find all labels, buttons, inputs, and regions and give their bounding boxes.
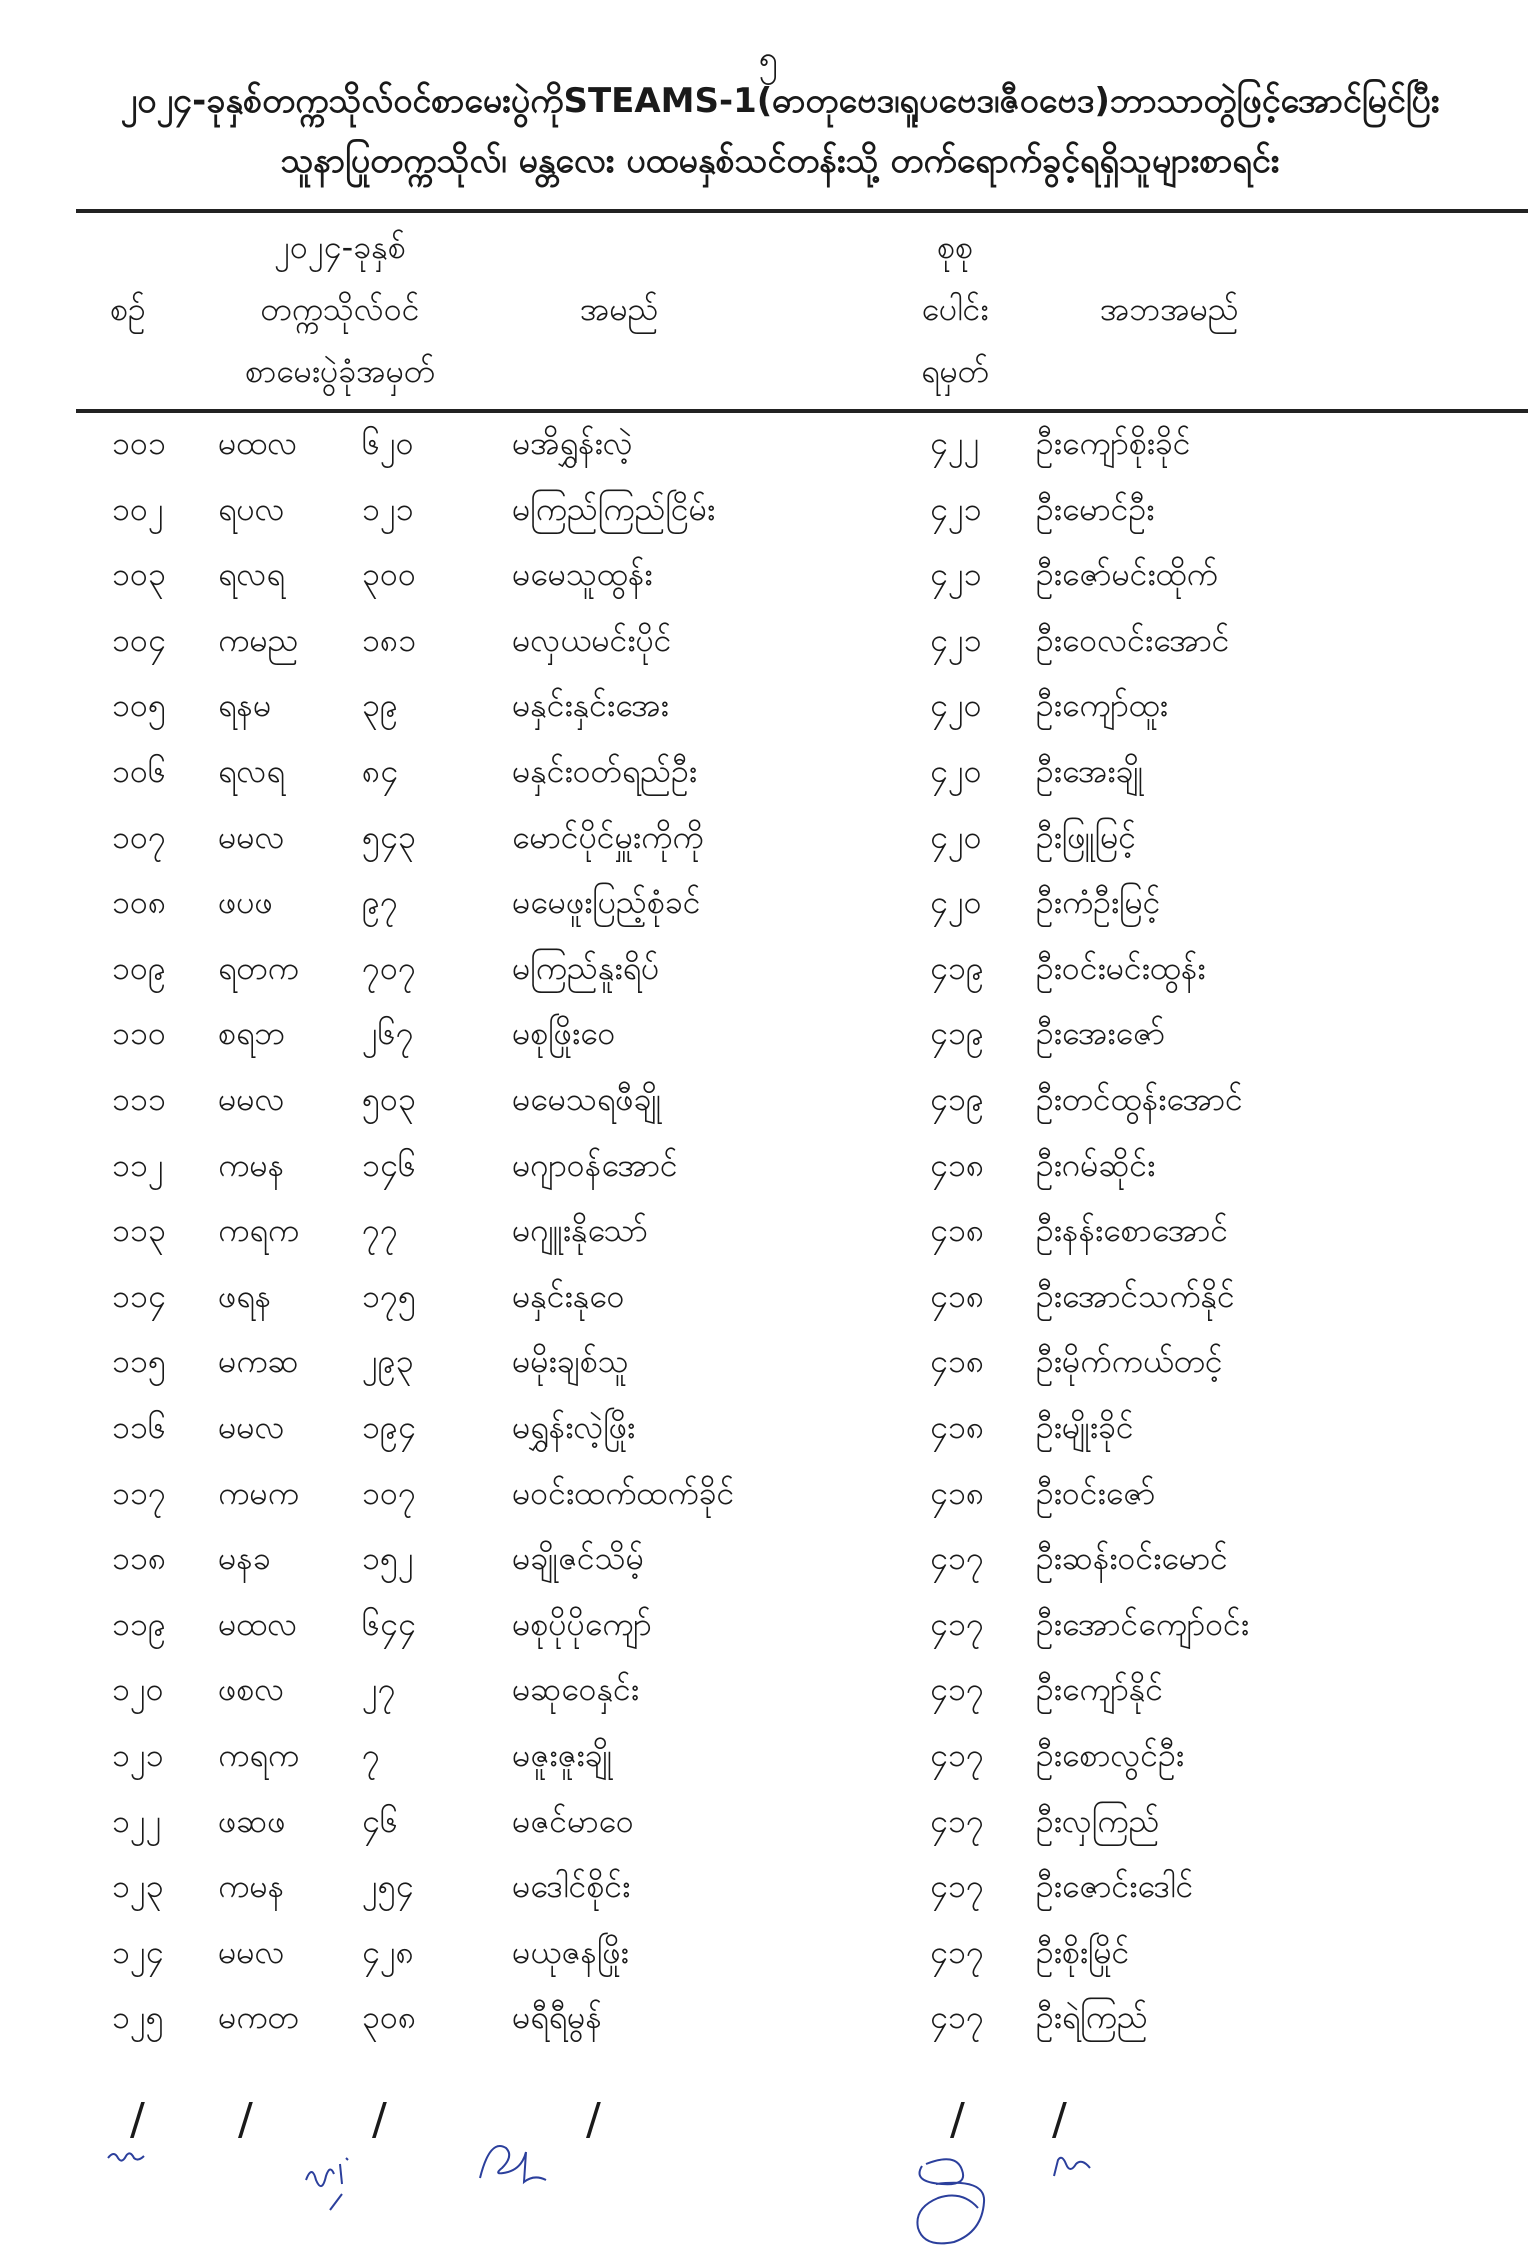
- roll-number: ၁၈၁: [362, 620, 417, 659]
- roll-number: ၄၂၈: [362, 1932, 414, 1971]
- roll-number: ၁၀၇: [362, 1473, 416, 1512]
- roll-prefix: မထလ: [218, 424, 298, 462]
- header-name-label: အမည်: [580, 290, 659, 328]
- table-row: [0, 1851, 1536, 1921]
- roll-number: ၇: [362, 1736, 380, 1774]
- table-row: [0, 802, 1536, 872]
- roll-prefix: မမလ: [218, 1932, 285, 1971]
- roll-prefix: ရပလ: [218, 489, 285, 528]
- roll-prefix: ကမန: [218, 1145, 285, 1184]
- father-name: ဦးအောင်သက်နိုင်: [1036, 1276, 1235, 1315]
- roll-number: ၃၉: [362, 686, 398, 725]
- student-name: မဝင်းထက်ထက်ခိုင်: [512, 1473, 735, 1512]
- row-number: ၁၁၅: [112, 1342, 166, 1381]
- total-marks: ၄၁၈: [930, 1408, 985, 1446]
- roll-number: ၇၀၇: [362, 948, 416, 987]
- total-marks: ၄၁၇: [930, 1998, 984, 2037]
- signature-slash: /: [950, 2094, 965, 2145]
- roll-prefix: မကဆ: [218, 1342, 299, 1381]
- table-row: [0, 1130, 1536, 1200]
- total-marks: ၄၁၇: [930, 1932, 984, 1971]
- row-number: ၁၁၈: [112, 1539, 167, 1578]
- student-name: မစုဖြိုးဝေ: [512, 1014, 616, 1053]
- roll-number: ၂၇: [362, 1670, 396, 1709]
- total-marks: ၄၁၈: [930, 1342, 985, 1381]
- student-name: မဂျာဝန်အောင်: [512, 1145, 678, 1184]
- total-marks: ၄၁၈: [930, 1145, 985, 1184]
- table-row: [0, 998, 1536, 1068]
- table-row: [0, 1392, 1536, 1462]
- father-name: ဦးဇော်မင်းထိုက်: [1036, 555, 1218, 594]
- roll-prefix: ဖပဖ: [218, 883, 273, 922]
- roll-number: ၂၅၄: [362, 1867, 414, 1906]
- roll-number: ၄၆: [362, 1801, 398, 1840]
- roll-prefix: ကရက: [218, 1736, 299, 1774]
- total-marks: ၄၁၇: [930, 1801, 984, 1840]
- roll-prefix: မကတ: [218, 1998, 299, 2037]
- roll-prefix: မမလ: [218, 817, 285, 856]
- roll-number: ၉၇: [362, 883, 398, 922]
- student-name: မကြည်နူးရိပ်: [512, 948, 660, 987]
- father-name: ဦးအေးဇော်: [1036, 1014, 1166, 1053]
- total-marks: ၄၂၂: [930, 424, 980, 462]
- father-name: ဦးရဲကြည်: [1036, 1998, 1148, 2037]
- father-name: ဦးအေးချို: [1036, 752, 1144, 790]
- row-number: ၁၂၄: [112, 1932, 164, 1971]
- student-name: မဇူးဇူးချို: [512, 1736, 613, 1774]
- roll-number: ၆၂၀: [362, 424, 414, 462]
- father-name: ဦးဇောင်းဒေါင်: [1036, 1867, 1194, 1906]
- row-number: ၁၀၁: [112, 424, 166, 462]
- father-name: ဦးနန်းစောအောင်: [1036, 1211, 1229, 1250]
- student-name: မနှင်းနှင်းအေး: [512, 686, 669, 725]
- table-row: [0, 1523, 1536, 1593]
- roll-number: ၁၉၄: [362, 1408, 416, 1446]
- table-row: [0, 1261, 1536, 1331]
- roll-prefix: ကရက: [218, 1211, 299, 1250]
- row-number: ၁၁၃: [112, 1211, 166, 1250]
- table-row: [0, 539, 1536, 609]
- roll-prefix: မနခ: [218, 1539, 271, 1578]
- total-marks: ၄၂၁: [930, 489, 982, 528]
- table-row: [0, 1064, 1536, 1134]
- student-name: မမိုးချစ်သူ: [512, 1342, 629, 1381]
- total-marks: ၄၁၇: [930, 1604, 984, 1643]
- handwritten-signature-2: [300, 2140, 370, 2220]
- row-number: ၁၁၆: [112, 1408, 166, 1446]
- row-number: ၁၀၄: [112, 620, 166, 659]
- row-number: ၁၁၇: [112, 1473, 166, 1512]
- header-total-marks: [880, 216, 1030, 402]
- roll-number: ၁၅၂: [362, 1539, 414, 1578]
- signature-slash: /: [372, 2094, 387, 2145]
- total-marks: ၄၂၀: [930, 752, 982, 790]
- table-row: [0, 605, 1536, 675]
- father-name: ဦးဆန်းဝင်းမောင်: [1036, 1539, 1228, 1578]
- student-name: မဇင်မာဝေ: [512, 1801, 634, 1840]
- header-name: [580, 278, 659, 340]
- father-name: ဦးစိုးမြိုင်: [1036, 1932, 1130, 1971]
- father-name: ဦးကျော်နိုင်: [1036, 1670, 1164, 1709]
- roll-number: ၆၄၄: [362, 1604, 416, 1643]
- row-number: ၁၂၀: [112, 1670, 164, 1709]
- header-top-rule: [76, 209, 1528, 213]
- row-number: ၁၀၆: [112, 752, 166, 790]
- total-marks: ၄၂၁: [930, 620, 982, 659]
- father-name: ဦးဝင်းဇော်: [1036, 1473, 1156, 1512]
- student-name: မနှင်းဝတ်ရည်ဦး: [512, 752, 697, 790]
- roll-prefix: မမလ: [218, 1080, 285, 1118]
- table-row: [0, 736, 1536, 806]
- row-number: ၁၂၃: [112, 1867, 164, 1906]
- total-marks: ၄၂၁: [930, 555, 982, 594]
- handwritten-signature-1: [104, 2140, 154, 2170]
- total-marks: ၄၁၇: [930, 1736, 984, 1774]
- table-row: [0, 1917, 1536, 1987]
- father-name: ဦးစောလွင်ဦး: [1036, 1736, 1185, 1774]
- roll-prefix: ရလရ: [218, 555, 285, 594]
- header-exam-roll-line: ၂၀၂၄-ခုနှစ်: [274, 228, 406, 266]
- total-marks: ၄၁၈: [930, 1473, 985, 1512]
- row-number: ၁၀၅: [112, 686, 166, 725]
- row-number: ၁၀၂: [112, 489, 164, 528]
- row-number: ၁၀၇: [112, 817, 166, 856]
- header-no: [110, 278, 146, 340]
- roll-prefix: မထလ: [218, 1604, 298, 1643]
- table-row: [0, 867, 1536, 937]
- handwritten-signature-3: [470, 2128, 560, 2188]
- row-number: ၁၁၂: [112, 1145, 164, 1184]
- roll-number: ၅၀၃: [362, 1080, 416, 1118]
- roll-prefix: ဖဆဖ: [218, 1801, 286, 1840]
- roll-number: ၃၀၀: [362, 555, 416, 594]
- header-marks-line: ရမှတ်: [921, 352, 989, 390]
- row-number: ၁၁၀: [112, 1014, 166, 1053]
- header-no-label: စဉ်: [110, 290, 146, 328]
- roll-number: ၂၉၃: [362, 1342, 414, 1381]
- row-number: ၁၁၄: [112, 1276, 166, 1315]
- roll-number: ၇၇: [362, 1211, 398, 1250]
- row-number: ၁၁၉: [112, 1604, 166, 1643]
- roll-prefix: ဖစလ: [218, 1670, 285, 1709]
- row-number: ၁၂၂: [112, 1801, 162, 1840]
- total-marks: ၄၂၀: [930, 883, 982, 922]
- table-row: [0, 408, 1536, 478]
- father-name: ဦးဝင်းမင်းထွန်း: [1036, 948, 1206, 987]
- document-title-line-2: သူနာပြုတက္ကသိုလ်၊ မန္တလေး ပထမနှစ်သင်တန်းသို့ တက်ရောက်ခွင့်ရရှိသူများစာရင်း: [280, 141, 1280, 181]
- table-row: [0, 1326, 1536, 1396]
- father-name: ဦးမောင်ဦး: [1036, 489, 1155, 528]
- student-name: မရီရီမွန်: [512, 1998, 602, 2037]
- table-row: [0, 1195, 1536, 1265]
- student-name: မအိရွှန်းလဲ့: [512, 424, 633, 462]
- total-marks: ၄၂၀: [930, 686, 982, 725]
- roll-number: ၂၆၇: [362, 1014, 414, 1053]
- table-row: [0, 933, 1536, 1003]
- roll-number: ၃၀၈: [362, 1998, 417, 2037]
- table-row: [0, 670, 1536, 740]
- signature-slash: /: [130, 2094, 145, 2145]
- total-marks: ၄၁၇: [930, 1867, 984, 1906]
- father-name: ဦးလှကြည်: [1036, 1801, 1160, 1840]
- signature-slash: /: [238, 2094, 253, 2145]
- father-name: ဦးကံဦးမြင့်: [1036, 883, 1161, 922]
- roll-prefix: ရနမ: [218, 686, 272, 725]
- student-name: မလှယမင်းပိုင်: [512, 620, 672, 659]
- table-row: [0, 1654, 1536, 1724]
- father-name: ဦးဝေလင်းအောင်: [1036, 620, 1230, 659]
- father-name: ဦးဂမ်ဆိုင်း: [1036, 1145, 1156, 1184]
- total-marks: ၄၁၈: [930, 1211, 985, 1250]
- row-number: ၁၀၉: [112, 948, 166, 987]
- handwritten-signature-4: [896, 2150, 1006, 2260]
- roll-prefix: မမလ: [218, 1408, 285, 1446]
- signature-slash: /: [586, 2094, 601, 2145]
- signature-slash: /: [1052, 2094, 1067, 2145]
- handwritten-signature-5: [1050, 2150, 1100, 2180]
- roll-number: ၈၄: [362, 752, 399, 790]
- header-marks-line: စုစု: [937, 228, 973, 266]
- header-father-name: [1100, 278, 1239, 340]
- student-name: မမေသူထွန်း: [512, 555, 653, 594]
- student-name: မကြည်ကြည်ငြိမ်း: [512, 489, 716, 528]
- table-row: [0, 1589, 1536, 1659]
- roll-number: ၁၇၅: [362, 1276, 416, 1315]
- father-name: ဦးမျိုးခိုင်: [1036, 1408, 1134, 1446]
- total-marks: ၄၁၉: [930, 1080, 984, 1118]
- roll-prefix: ရတက: [218, 948, 299, 987]
- roll-prefix: ကမက: [218, 1473, 299, 1512]
- student-name: မမေဖူးပြည့်စုံခင်: [512, 883, 701, 922]
- row-number: ၁၀၈: [112, 883, 167, 922]
- father-name: ဦးကျော်ထူး: [1036, 686, 1168, 725]
- header-exam-roll: [190, 216, 490, 402]
- row-number: ၁၂၅: [112, 1998, 164, 2037]
- student-name: မောင်ပိုင်မှူးကိုကို: [512, 817, 704, 856]
- table-row: [0, 1720, 1536, 1790]
- roll-prefix: စရဘ: [218, 1014, 286, 1053]
- roll-prefix: ဖရန: [218, 1276, 272, 1315]
- roll-number: ၅၄၃: [362, 817, 416, 856]
- roll-prefix: ကမန: [218, 1867, 285, 1906]
- total-marks: ၄၁၇: [930, 1539, 984, 1578]
- student-name: မဂျူးနိုသော်: [512, 1211, 648, 1250]
- total-marks: ၄၁၉: [930, 1014, 984, 1053]
- header-exam-roll-line: တက္ကသိုလ်ဝင်: [260, 290, 420, 328]
- roll-number: ၁၂၁: [362, 489, 414, 528]
- total-marks: ၄၁၉: [930, 948, 984, 987]
- total-marks: ၄၁၇: [930, 1670, 984, 1709]
- row-number: ၁၁၁: [112, 1080, 166, 1118]
- father-name: ဦးမိုက်ကယ်တင့်: [1036, 1342, 1223, 1381]
- roll-prefix: ရလရ: [218, 752, 285, 790]
- row-number: ၁၂၁: [112, 1736, 164, 1774]
- student-name: မဒေါင်စိုင်း: [512, 1867, 631, 1906]
- student-name: မယုဇနဖြိုး: [512, 1932, 629, 1971]
- student-name: မရွှန်းလဲ့ဖြိုး: [512, 1408, 636, 1446]
- header-father-label: အဘအမည်: [1100, 290, 1239, 328]
- page-number: ၅: [758, 39, 778, 79]
- total-marks: ၄၂၀: [930, 817, 982, 856]
- father-name: ဦးတင်ထွန်းအောင်: [1036, 1080, 1243, 1118]
- row-number: ၁၀၃: [112, 555, 166, 594]
- student-name: မစုပိုပိုကျော်: [512, 1604, 652, 1643]
- roll-number: ၁၄၆: [362, 1145, 416, 1184]
- total-marks: ၄၁၈: [930, 1276, 985, 1315]
- table-row: [0, 1982, 1536, 2052]
- document-title-line-1: ၂၀၂၄-ခုနှစ်တက္ကသိုလ်ဝင်စာမေးပွဲကိုSTEAMS-1(ဓာတုဗေဒ၊ရူပဗေဒ၊ဇီဝဗေဒ)ဘာသာတွဲဖြင့်အောင်မြင်ပြီး: [120, 81, 1440, 121]
- header-exam-roll-line: စာမေးပွဲခုံအမှတ်: [245, 352, 435, 390]
- table-row: [0, 1458, 1536, 1528]
- father-name: ဦးကျော်စိုးခိုင်: [1036, 424, 1191, 462]
- student-name: မမေသရဖီချို: [512, 1080, 662, 1118]
- student-name: မနှင်းနုဝေ: [512, 1276, 625, 1315]
- table-row: [0, 474, 1536, 544]
- father-name: ဦးအောင်ကျော်ဝင်း: [1036, 1604, 1250, 1643]
- header-marks-line: ပေါင်း: [921, 290, 989, 328]
- roll-prefix: ကမည: [218, 620, 299, 659]
- father-name: ဦးဖြူမြင့်: [1036, 817, 1137, 856]
- student-name: မဆုဝေနှင်း: [512, 1670, 639, 1709]
- table-row: [0, 1786, 1536, 1856]
- student-name: မချိုဇင်သိမ့်: [512, 1539, 644, 1578]
